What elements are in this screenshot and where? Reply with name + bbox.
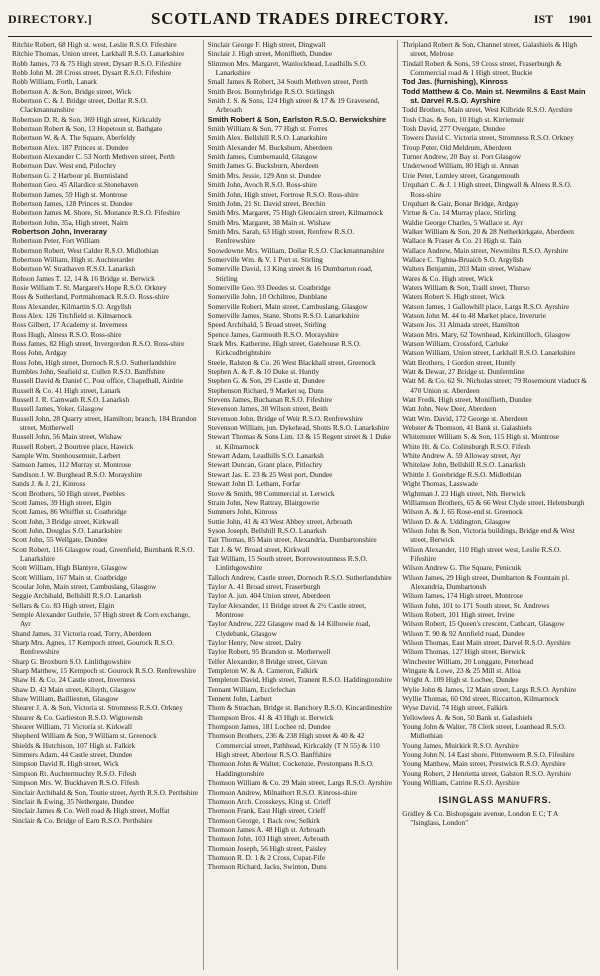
directory-entry: Russell James, Yoker, Glasgow <box>12 404 104 414</box>
directory-entry: Stephen A. & F. & 10 Duke st. Huntly <box>207 367 320 377</box>
directory-entry: Speed Archibald, 5 Broad street, Stirling <box>207 320 327 330</box>
directory-entry: Robertson Alex. 187 Princes st. Dundee <box>12 142 129 152</box>
directory-entry: Somerville Robert, Main street, Cambuslang, Glasgow <box>207 301 368 311</box>
directory-entry: Snowdowne Mrs. William, Dollar R.S.O. Clackmannanshire <box>207 245 385 255</box>
directory-columns <box>8 40 592 970</box>
directory-entry: Robertson C. & J. Bridge street, Dollar R.S.O. Clackmannanshire <box>12 96 148 115</box>
column-1 <box>8 40 203 970</box>
directory-entry: Urie Peter, Lumley street, Grangemouth <box>402 170 520 180</box>
directory-entry: Shearer William, 71 Victoria st. Kirkwall <box>12 722 132 732</box>
directory-entry: Taylor A. 41 Broad street, Fraserburgh <box>207 581 321 591</box>
directory-entry: Watt Brothers, 1 Gordon street, Huntly <box>402 357 516 367</box>
directory-entry: Shearer J. A. & Son, Victoria st. Stromness R.S.O. Orkney <box>12 703 183 713</box>
directory-entry: Smith Mrs. Margaret, 75 High Glencairn street, Kilmarnock <box>207 208 383 218</box>
directory-entry: Wilson T. 90 & 92 Annfield road, Dundee <box>402 628 525 638</box>
directory-entry: Wilson Robert, 101 High street, Irvine <box>402 609 515 619</box>
directory-entry: Telfer Alexander, 8 Bridge street, Girvan <box>207 656 327 666</box>
directory-entry: Thomson Brothers, 236 & 238 High street & 40 & 42 Commercial street, Pathhead, Kirkcaldy (T N 55) & 110 High street, Aberlour R.S.O. Banffshire <box>207 731 380 760</box>
directory-entry: Watson James, 1 Gallowhill place, Largs R.S.O. Ayrshire <box>402 301 570 311</box>
directory-entry: Somerville John, 10 Ochiltree, Dunblane <box>207 292 328 302</box>
column-2 <box>203 40 398 970</box>
directory-entry: Sinclair & Ewing, 35 Nethergate, Dundee <box>12 796 135 806</box>
directory-entry: Ross Gilbert, 17 Academy st. Inverness <box>12 320 128 330</box>
directory-entry: Russell J. R. Carnwath R.S.O. Lanarksh <box>12 395 130 405</box>
directory-entry: White Andrew A. 59 Alloway street, Ayr <box>402 451 521 461</box>
directory-entry: Sands J. & J. 21, Kinross <box>12 479 86 489</box>
directory-entry: Stevenson John, Bridge of Weir R.S.O. Renfrewshire <box>207 413 363 423</box>
directory-entry: Slimmon Mrs. Margaret, Wanlockhead, Leadhills S.O. Lanarkshire <box>207 58 367 78</box>
directory-entry: Williamson Brothers, 65 & 66 West Clyde street, Helensburgh <box>402 497 585 507</box>
directory-entry: Robertson James, 128 Princes st. Dundee <box>12 198 133 208</box>
directory-entry: Robb John M. 28 Cross street, Dysart R.S.O. Fifeshire <box>12 68 172 78</box>
directory-entry: Sinclair Archibald & Son, Toutie street, Ayrth R.S.O. Perthshire <box>12 787 199 797</box>
directory-entry: Watt M. & Co. 62 St. Nicholas street; 79 Rosemount viaduct & 470 Union st. Aberdeen <box>402 376 587 395</box>
directory-entry: Watson Mrs. Mary, 62 Townhead, Kirkintilloch, Glasgow <box>402 329 571 339</box>
directory-entry: Smith John, 21 St. David street, Brechin <box>207 198 326 208</box>
directory-entry: Gridley & Co. Bishopsgate avenue, London E C; T A "Isinglass, London" <box>402 808 558 828</box>
directory-entry: Wilson A. & J. 65 Rose-end st. Greenock <box>402 507 523 517</box>
directory-entry: Summers John, Kinross <box>207 507 278 517</box>
directory-entry: Watson William, Union street, Larkhall R.S.O. Lanarkshire <box>402 348 576 358</box>
directory-entry: Robertson Peter, Fort William <box>12 236 100 246</box>
directory-entry: Wight Thomas, Lasswade <box>402 479 478 489</box>
directory-entry: Watson William, Crossford, Carluke <box>402 339 509 348</box>
directory-entry: Scoular John, Main street, Cambuslang, Glasgow <box>12 581 157 591</box>
directory-entry: Wallace C. Tighna-Bruaich S.O. Argyllsh <box>402 254 524 264</box>
directory-entry: Russell David & Daniel C. Post office, Chapelhall, Airdrie <box>12 376 184 386</box>
directory-entry: Robertson John, 35a, High street, Nairn <box>12 217 128 227</box>
directory-entry: Scott Brothers, 50 High street, Peebles <box>12 488 125 498</box>
directory-entry: Shearer & Co. Garlieston R.S.O. Wigtownsh <box>12 712 143 722</box>
directory-entry: Wilson John, 101 to 171 South street, St. Andrews <box>402 600 550 610</box>
directory-entry: Wilson James, 29 High street, Dumbarton & Fountain pl. Alexandria, Dumbartonsh <box>402 572 570 591</box>
directory-entry: Stephen G. & Son, 29 Castle st. Dundee <box>207 376 325 386</box>
directory-entry: Wright A. 109 High st. Lochee, Dundee <box>402 675 519 685</box>
directory-entry: Young William, Catrine R.S.O. Ayrshire <box>402 778 520 788</box>
directory-entry: Tod Jas. (furnishing), Kinross <box>402 77 508 87</box>
directory-entry: Urquhart C. & J. 1 High street, Dingwall & Alness R.S.O. Ross-shire <box>402 180 572 199</box>
directory-entry: Robertson Geo. 45 Allardice st.Stonehaven <box>12 180 139 190</box>
directory-entry: Stephenson Richard, 9 Market sq. Duns <box>207 385 324 395</box>
directory-entry: Suttie John, 41 & 43 West Abbey street, Arbroath <box>207 516 353 526</box>
directory-entry: Seggie Archibald, Bellshill R.S.O. Lanarksh <box>12 591 142 601</box>
directory-entry: Taylor Alexander, 11 Bridge street & 2½ Castle street, Montrose <box>207 600 367 619</box>
directory-entry: Robertson W. Strathaven R.S.O. Lanarksh <box>12 264 136 274</box>
directory-entry: Thompson James, 181 Lochee rd. Dundee <box>207 722 331 732</box>
directory-entry: Watt & Dewar, 27 Bridge st. Dunfermline <box>402 367 525 377</box>
directory-entry: Waters Robert S. High street, Wick <box>402 292 505 302</box>
directory-entry: Webster & Thomson, 41 Bank st. Galashiels <box>402 423 532 433</box>
header-right <box>522 12 592 27</box>
directory-entry: Thomson Frank, East High street, Crieff <box>207 806 326 816</box>
directory-entry: Robertson William, High st. Auchterarder <box>12 254 134 264</box>
directory-entry: Scott James, 39 High street, Elgin <box>12 497 112 507</box>
directory-entry: Templeton David, High street, Tranent R.S.O. Haddingtonshire <box>207 675 393 685</box>
directory-entry: Thomson Arch. Crosskeys, King st. Crieff <box>207 796 331 806</box>
directory-entry: Ross Alex. 126 Titchfield st. Kilmarnock <box>12 310 132 320</box>
directory-entry: Robb William, Forth, Lanark <box>12 77 97 87</box>
header-left: DIRECTORY.] <box>8 12 93 26</box>
directory-entry: Thom & Strachan, Bridge st. Banchory R.S.O. Kincardineshire <box>207 703 393 713</box>
directory-entry: Smith John, Avoch R.S.O. Ross-shire <box>207 180 317 190</box>
directory-entry: Thomson Joseph, 56 High street, Paisley <box>207 843 327 853</box>
directory-entry: Smith Bros. Bonnybridge R.S.O. Stirlingsh <box>207 86 335 96</box>
directory-entry: Wares & Co. High street, Wick <box>402 273 494 283</box>
directory-entry: Stewart Duncan, Grant place, Pitlochry <box>207 460 323 470</box>
directory-entry: Sinclair James & Co. Well road & High street, Moffat <box>12 806 170 816</box>
directory-entry: Tosh David, 277 Overgate, Dundee <box>402 124 506 134</box>
directory-entry: Taylor A. jun. 404 Union street, Aberdeen <box>207 591 331 601</box>
directory-entry: Shepherd William & Son, 9 William st. Greenock <box>12 731 157 741</box>
directory-entry: Smith Mrs. Sarah, 63 High street, Renfrew R.S.O. Renfrewshire <box>207 226 355 246</box>
directory-entry: Simpson David R. High street, Wick <box>12 759 119 769</box>
directory-entry: Simmers Adam, 44 Castle street, Dundee <box>12 750 133 760</box>
directory-entry: Todd Brothers, Main street, West Kilbride R.S.O. Ayrshire <box>402 105 573 115</box>
directory-entry: Thomson John & Walter, Cockenzie, Prestonpans R.S.O. Haddingtonshire <box>207 759 374 778</box>
directory-entry: Stevens James, Buchanan R.S.O. Fifeshire <box>207 395 333 405</box>
directory-entry: Scott William, High Blantyre, Glasgow <box>12 563 128 573</box>
directory-entry: Underwood William, 80 High st. Annan <box>402 161 519 171</box>
directory-entry: Robertson Alexander C. 53 North Methven street, Perth <box>12 152 175 162</box>
directory-entry: Watt Fredk. High street, Moniflieth, Dundee <box>402 395 532 405</box>
directory-entry: Russell John, 28 Quarry street, Hamilton; branch, 184 Brandon street, Motherwell <box>12 413 197 433</box>
directory-entry: Scott James, 86 Whifflet st. Coatbridge <box>12 507 127 517</box>
directory-entry: Tindall Robert & Sons, 59 Cross street, Fraserburgh & Commercial road & 1 High street, Buckie <box>402 58 562 78</box>
isinglass-entries <box>402 809 588 828</box>
directory-entry: Robertson James, 59 High st. Montrose <box>12 189 128 199</box>
directory-entry: Wilson Andrew G. The Square, Penicuik <box>402 563 522 573</box>
directory-entry: Young Matthew, Main street, Prestwick R.S.O. Ayrshire <box>402 759 566 769</box>
directory-entry: Wightman J. 23 High street, Nth. Berwick <box>402 488 526 498</box>
directory-entry: Urquhart & Gair, Bonar Bridge, Ardgay <box>402 198 519 208</box>
directory-entry: Sinclair George F. High street, Dingwall <box>207 40 326 49</box>
directory-entry: Robb James, 73 & 75 High street, Dysart R.S.O. Fifeshire <box>12 58 182 68</box>
directory-entry: Thomson William & Co. 29 Main street, Largs R.S.O. Ayrshire <box>207 778 393 788</box>
directory-entry: Stevenson James, 30 Wilson street, Beith <box>207 404 328 414</box>
directory-entry: Shields & Hutchison, 107 High st. Falkirk <box>12 740 136 750</box>
directory-entry: Ross Alexander, Kilmartin S.O. Argyllsh <box>12 301 132 311</box>
directory-entry: Wilson John & Son, Victoria buildings, Bridge end & West street, Berwick <box>402 525 575 545</box>
directory-entry: Thomson James A. 48 High st. Arbroath <box>207 824 326 834</box>
directory-entry: Young John N. 14 East shore, Pittenweem R.S.O. Fifeshire <box>402 750 575 760</box>
directory-entry: Tait William, 15 South street, Borrowstounness R.S.O. Linlithgowshire <box>207 553 368 573</box>
directory-entry: Thripland Robert & Son, Channel street, Galashiels & High street, Melrose <box>402 40 577 59</box>
directory-entry: Smith Alexander M. Bucksburn, Aberdeen <box>207 142 333 152</box>
directory-entry: Wilson Alexander, 110 High street west, Leslie R.S.O. Fifeshire <box>402 544 562 563</box>
directory-entry: Ross John, Ardgay <box>12 348 67 358</box>
directory-entry: Ritchie Robert, 68 High st. west, Leslie R.S.O. Fifeshire <box>12 40 177 49</box>
directory-entry: Small James & Robert, 34 South Methven street, Perth <box>207 77 368 87</box>
directory-entry: Watt Wm. David, 172 George st. Aberdeen <box>402 413 528 423</box>
directory-entry: Ritchie Thomas, Union street, Larkhall R.S.O. Lanarkshire <box>12 49 185 59</box>
directory-entry: Smith Robert & Son, Earlston R.S.O. Berwickshire <box>207 114 387 124</box>
column-3 <box>397 40 592 970</box>
directory-entry: White Ht. & Co. Colinsburgh R.S.O. Fifesh <box>402 441 531 451</box>
directory-entry: Sinclair & Co. Bridge of Earn R.S.O. Perthshire <box>12 815 153 825</box>
directory-entry: Sample Wm. Stenhousemuir, Larbert <box>12 451 121 461</box>
directory-entry: Robertson G. 2 Harbour pl. Burntisland <box>12 170 128 180</box>
directory-entry: Steele, Ralston & Co. 26 West Blackhall street, Greenock <box>207 357 376 367</box>
directory-entry: Smith James, Cumbernauld, Glasgow <box>207 152 318 162</box>
directory-entry: Sharp G. Broxburn S.O. Linlithgowshire <box>12 656 131 666</box>
directory-entry: Shand James, 31 Victoria road, Torry, Aberdeen <box>12 628 152 638</box>
directory-entry: Robertson Robert & Son, 13 Hopetoun st. Bathgate <box>12 124 163 134</box>
directory-entry: Stevenson William, jun. Dykehead, Shotts R.S.O. Lanarkshire <box>207 423 390 433</box>
header-title: SCOTLAND TRADES DIRECTORY. <box>150 9 450 28</box>
directory-entry: Shaw William, Baillieston, Glasgow <box>12 694 119 704</box>
directory-entry: Smith Mrs. Margaret, 38 Main st. Wishaw <box>207 217 331 227</box>
directory-entry: Wilson James, 174 High street, Montrose <box>402 591 523 601</box>
directory-entry: Syson Joseph, Bellshill R.S.O. Lanarksh <box>207 525 327 535</box>
header-page: IST <box>533 12 553 26</box>
directory-entry: Shaw D. 43 Main street, Kilsyth, Glasgow <box>12 684 136 694</box>
directory-entry: Wyse David, 74 High street, Falkirk <box>402 703 508 713</box>
directory-entry: Shaw H. & Co. 24 Castle street, Inverness <box>12 675 136 685</box>
directory-entry: Wyllie Thomas, 60 Old street, Riccarton, Kilmarnock <box>402 694 559 704</box>
directory-entry: Towers David C. Victoria street, Stromness R.S.O. Orkney <box>402 133 574 143</box>
directory-entry: Robson James T. 12, 14 & 16 Bridge st. Berwick <box>12 273 155 283</box>
directory-entry: Sandison J. W. Burghead R.S.O. Morayshire <box>12 469 142 479</box>
directory-entry: Watson Jos. 31 Almada street, Hamilton <box>402 320 520 330</box>
directory-entry: Ross John, High street, Dornoch R.S.O. Sutherlandshire <box>12 357 176 367</box>
directory-entry: Robertson A. & Son, Bridge street, Wick <box>12 86 132 96</box>
directory-entry: Taylor Henry, New street, Dalry <box>207 638 302 647</box>
directory-entry: Todd Matthew & Co. Main st. Newmilns & East Main st. Darvel R.S.O. Ayrshire <box>402 86 586 106</box>
directory-entry: Wallace & Fraser & Co. 21 High st. Tain <box>402 236 522 246</box>
directory-entry: Waldie George Charles, 5 Wallace st. Ayr <box>402 217 523 227</box>
isinglass-heading: ISINGLASS MANUFRS. <box>438 794 552 805</box>
directory-entry: Watt John, New Deer, Aberdeen <box>402 404 497 414</box>
directory-entry: Watson John M. 44 to 48 Market place, Inverurie <box>402 310 546 320</box>
directory-entry: Spence James, Garmouth R.S.O. Morayshire <box>207 329 339 339</box>
directory-entry: Sharp Mrs. Agnes, 17 Kempoch street, Gourock R.S.O. Renfrewshire <box>12 638 174 657</box>
directory-entry: Semple Alexander Guthrie, 57 High street & Corn exchange, Ayr <box>12 609 190 629</box>
directory-entry: Scott John, 3 Bridge street, Kirkwall <box>12 516 119 526</box>
directory-entry: Robertson Robert, West Calder R.S.O. Midlothian <box>12 245 159 255</box>
directory-entry: Stove & Smith, 98 Commercial st. Lerwick <box>207 488 335 498</box>
directory-entry: Somerville Geo. 93 Deedes st. Coatbridge <box>207 282 331 292</box>
directory-entry: Ross & Sutherland, Portmahomack R.S.O. Ross-shire <box>12 292 170 302</box>
directory-entry: Sellars & Co. 83 High street, Elgin <box>12 600 115 610</box>
directory-entry: Smith John, High street, Fortrose R.S.O. Ross-shire <box>207 189 359 199</box>
directory-entry: Scott William, 167 Main st. Coatbridge <box>12 572 127 582</box>
directory-entry: Scott Robert, 116 Glasgow road, Greenfield, Burnbank R.S.O. Lanarkshire <box>12 544 195 563</box>
directory-entry: Rosie William T. St. Margaret's Hope R.S.O. Orkney <box>12 282 167 292</box>
directory-entry: Stewart Jas. E. 23 & 25 West port, Dundee <box>207 469 333 479</box>
directory-entry: Yellowlees A. & Son, 50 Bank st. Galashiels <box>402 712 533 722</box>
directory-entry: Smith J. S. & Sons, 124 High street & 17 & 19 Gravesend, Arbroath <box>207 96 380 115</box>
directory-entry: Wylie John & James, 12 Main street, Largs R.S.O. Ayrshire <box>402 684 577 694</box>
directory-entry: Smith Mrs. Jessie, 129 Ann st. Dundee <box>207 170 321 180</box>
page-header <box>8 9 592 37</box>
directory-entry: Whittle J. Gorebridge R.S.O. Midlothian <box>402 469 522 479</box>
directory-entry: Young John & Walter, 78 Clerk street, Loanhead R.S.O. Midlothian <box>402 722 566 741</box>
directory-entry: Virtue & Co. 14 Murray place, Stirling <box>402 208 516 218</box>
directory-entry: Stark Mrs. Katherine, High street, Gatehouse R.S.O. Kirkcudbrightshire <box>207 339 361 358</box>
header-year: 1901 <box>568 12 592 26</box>
directory-entry: Smith James G. Bucksburn, Aberdeen <box>207 161 319 171</box>
directory-entry: Wilson Thomas, East Main street, Darvel R.S.O. Ayrshire <box>402 638 571 647</box>
directory-entry: Wilson D. & A. Uddington, Glasgow <box>402 516 511 526</box>
directory-entry: Tosh Chas. & Son, 10 High st. Kirriemuir <box>402 114 525 124</box>
directory-entry: Russell & Co. 41 High street, Lanark <box>12 385 121 395</box>
directory-entry: Robertson John, Inveraray <box>12 226 108 236</box>
directory-entry: Sinclair J. High street, Moniflieth, Dundee <box>207 49 333 59</box>
directory-entry: Robertson James M. Shore, St. Monance R.S.O. Fifeshire <box>12 208 181 218</box>
directory-entry: Robertson D. R. & Son, 369 High street, Kirkcaldy <box>12 114 162 124</box>
directory-entry: Talloch Andrew, Castle street, Dornoch R.S.O. Sutherlandshire <box>207 572 392 582</box>
directory-entry: Templeton W. & A. Cameron, Falkirk <box>207 666 318 676</box>
directory-entry: Troup Peter, Old Meldrum, Aberdeen <box>402 142 512 152</box>
directory-entry: Ross Hugh, Alness R.S.O. Ross-shire <box>12 329 122 339</box>
directory-entry: Scott John, 55 Wellgate, Dundee <box>12 535 108 545</box>
directory-entry: Stewart Adam, Leadhills S.O. Lanarksh <box>207 451 324 461</box>
directory-entry: Wingate & Lowe, 23 & 25 Mill st. Alloa <box>402 666 521 676</box>
column-3-entries <box>402 40 588 788</box>
directory-entry: Somerville James, Stane, Shotts R.S.O. Lanarkshire <box>207 310 360 320</box>
directory-entry: Thomson Andrew, Milnathort R.S.O. Kinross-shire <box>207 787 358 797</box>
directory-entry: Wilson Robert, 15 Queen's crescent, Cathcart, Glasgow <box>402 619 565 629</box>
directory-entry: Thomson John, 103 High street, Arbroath <box>207 834 330 844</box>
directory-entry: Simpson Rt. Auchtermuchty R.S.O. Fifesh <box>12 768 137 778</box>
directory-entry: Stewart Thomas & Sons Lim. 13 & 15 Regent street & 1 Duke st. Kilmarnock <box>207 432 391 451</box>
directory-entry: Walker William & Son, 20 & 28 Netherkirkgate, Aberdeen <box>402 226 574 236</box>
directory-entry: Young Robert, 2 Henrietta street, Galston R.S.O. Ayrshire <box>402 768 572 778</box>
directory-entry: Simpson Mrs. W. Buckhaven R.S.O. Fifesh <box>12 778 139 788</box>
directory-entry: Taylor Andrew, 222 Glasgow road & 14 Kilbowie road, Clydebank, Glasgow <box>207 619 371 638</box>
directory-entry: Sharp Matthew, 15 Kempoch st. Gourock R.S.O. Renfrewshire <box>12 666 196 676</box>
directory-entry: Winchester William, 20 Longgate, Peterhead <box>402 656 534 666</box>
directory-entry: Robertson W. & A. The Square, Aberfeldy <box>12 133 136 143</box>
directory-entry: Somerville Wm. & V. 1 Port st. Stirling <box>207 254 323 264</box>
directory-entry: Thomson George, 1 Back row, Selkirk <box>207 815 320 825</box>
directory-entry: Whitelaw John, Bellshill R.S.O. Lanarksh <box>402 460 526 470</box>
directory-entry: Turner Andrew, 20 Bay st. Port Glasgow <box>402 152 522 162</box>
directory-entry: Thompson Bros. 41 & 43 High st. Berwick <box>207 712 334 722</box>
directory-entry: Tennent John, Larbert <box>207 694 272 704</box>
directory-entry: Wallace Andrew, Main street, Newmilns R.S.O. Ayrshire <box>402 245 569 255</box>
directory-entry: Robertson Dav. West end, Pitlochry <box>12 161 117 171</box>
directory-entry: Whitemster William S. & Son, 115 High st. Montrose <box>402 432 560 442</box>
directory-entry: Somerville David, 13 King street & 16 Dumbarton road, Stirling <box>207 264 373 283</box>
directory-entry: Tait Thomas, 85 Main street, Alexandria, Dumbartonshire <box>207 535 377 545</box>
directory-entry: Russell John, 56 Main street, Wishaw <box>12 432 123 442</box>
directory-entry: Young James, Muirkirk R.S.O. Ayrshire <box>402 740 519 750</box>
directory-entry: Scott John, Douglas S.O. Lanarkshire <box>12 525 123 535</box>
directory-entry: Tennant William, Ecclefechan <box>207 684 296 694</box>
directory-entry: Samson James, 112 Murray st. Montrose <box>12 460 132 470</box>
directory-entry: Ross James, 82 High street, Invergordon R.S.O. Ross-shire <box>12 339 185 348</box>
directory-entry: Strain John, New Rattray, Blairgowrie <box>207 497 320 507</box>
directory-entry: Russell Robert, 2 Bourtree place, Hawick <box>12 441 134 451</box>
directory-entry: Thomson R. D. 1 & 2 Cross, Cupar-Fife <box>207 852 326 862</box>
directory-entry: Smith Alex. Bellshill R.S.O. Lanarkshire <box>207 133 328 143</box>
directory-entry: Tait J. & W. Broad street, Kirkwall <box>207 544 310 554</box>
directory-entry: Wilson Thomas, 127 High street, Berwick <box>402 647 526 657</box>
directory-entry: Taylor Robert, 95 Brandon st. Motherwell <box>207 647 331 657</box>
directory-entry: Thomson Richard, Jacks, Swinton, Duns <box>207 862 327 872</box>
directory-entry: Rumbles John, Seafield st. Cullen R.S.O. Banffshire <box>12 367 165 377</box>
directory-entry: Smith William & Son, 77 High st. Forres <box>207 124 328 134</box>
directory-entry: Walters Benjamin, 203 Main street, Wishaw <box>402 264 532 274</box>
directory-entry: Waters William & Son, Traill street, Thurso <box>402 282 530 292</box>
directory-entry: Stewart John D. Letham, Forfar <box>207 479 301 489</box>
